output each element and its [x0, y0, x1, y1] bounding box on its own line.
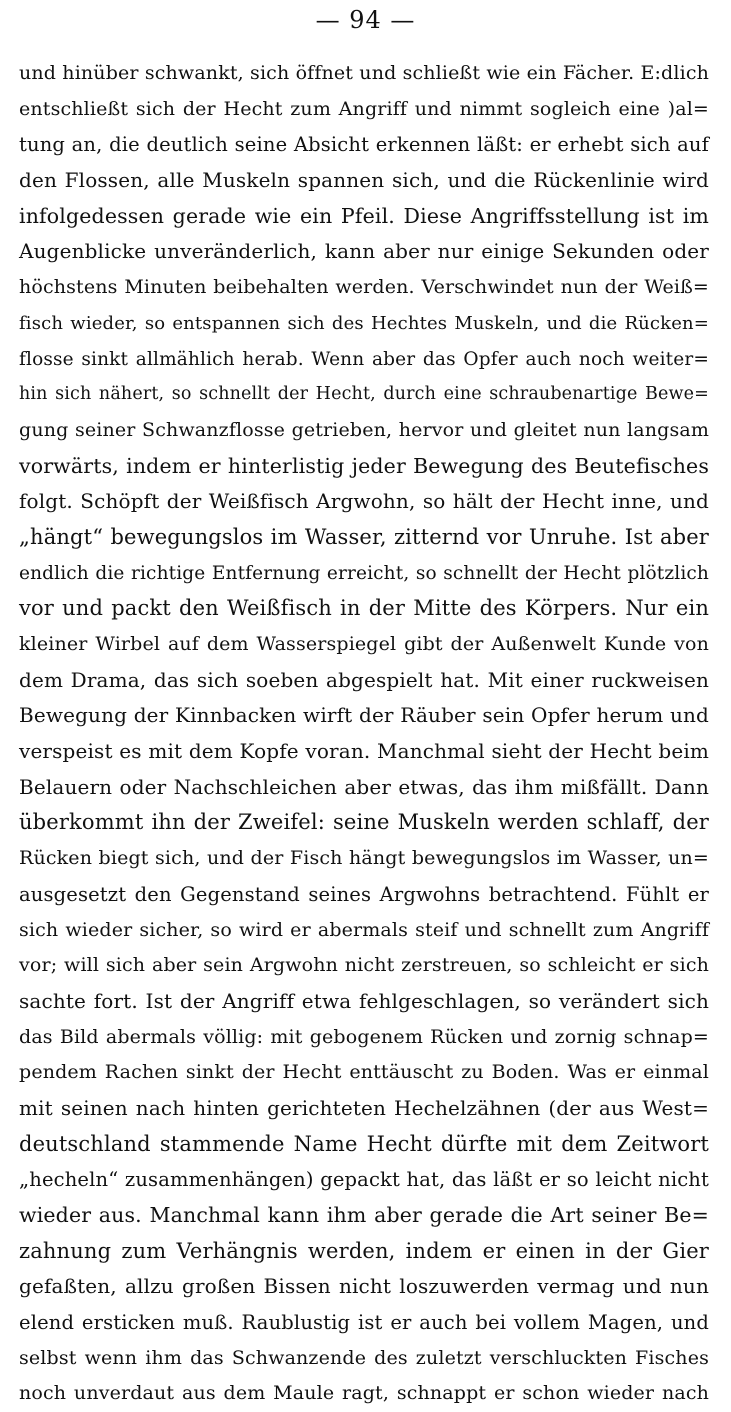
text-line: zahnung zum Verhängnis werden, indem er einen in der Gier: [19, 1238, 709, 1263]
text-line: elend ersticken muß. Raublustig ist er auch bei vollem Magen, und: [19, 1311, 709, 1335]
text-line: vor; will sich aber sein Argwohn nicht zerstreuen, so schleicht er sich: [19, 954, 709, 977]
text-line: höchstens Minuten beibehalten werden. Verschwindet nun der Weiß=: [19, 276, 709, 299]
text-line: vor und packt den Weißfisch in der Mitte des Körpers. Nur ein: [19, 596, 709, 621]
text-line: sachte fort. Ist der Angriff etwa fehlgeschlagen, so verändert sich: [19, 988, 709, 1013]
text-line: verspeist es mit dem Kopfe voran. Manchmal sieht der Hecht beim: [19, 739, 709, 764]
text-line: dem Drama, das sich soeben abgespielt hat. Mit einer ruckweisen: [19, 667, 709, 692]
text-line: selbst wenn ihm das Schwanzende des zuletzt verschluckten Fisches: [19, 1346, 709, 1369]
text-line: den Flossen, alle Muskeln spannen sich, und die Rückenlinie wird: [19, 168, 709, 193]
text-line: vorwärts, indem er hinterlistig jeder Bewegung des Beutefisches: [19, 453, 709, 478]
text-line: Rücken biegt sich, und der Fisch hängt bewegungslos im Wasser, un=: [19, 847, 709, 870]
text-line: folgt. Schöpft der Weißfisch Argwohn, so hält der Hecht inne, und: [19, 489, 709, 514]
text-line: überkommt ihn der Zweifel: seine Muskeln werden schlaff, der: [19, 810, 709, 835]
text-line: „hängt“ bewegungslos im Wasser, zitternd vor Unruhe. Ist aber: [19, 524, 709, 549]
text-line: tung an, die deutlich seine Absicht erkennen läßt: er erhebt sich auf: [19, 133, 709, 157]
text-line: und hinüber schwankt, sich öffnet und schließt wie ein Fächer. E:dlich: [19, 62, 709, 84]
text-line: hin sich nähert, so schnellt der Hecht, durch eine schraubenartige Bewe=: [19, 384, 709, 405]
text-line: fisch wieder, so entspannen sich des Hechtes Muskeln, und die Rücken=: [19, 312, 709, 334]
body-text: [19, 56, 709, 1412]
text-line: infolgedessen gerade wie ein Pfeil. Diese Angriffsstellung ist im: [19, 203, 709, 228]
text-line: Belauern oder Nachschleichen aber etwas, das ihm mißfällt. Dann: [19, 774, 709, 799]
text-line: Augenblicke unveränderlich, kann aber nur einige Sekunden oder: [19, 239, 709, 264]
text-line: ausgesetzt den Gegenstand seines Argwohns betrachtend. Fühlt er: [19, 882, 709, 906]
text-line: gefaßten, allzu großen Bissen nicht loszuwerden vermag und nun: [19, 1274, 709, 1299]
text-line: pendem Rachen sinkt der Hecht enttäuscht zu Boden. Was er einmal: [19, 1061, 709, 1084]
text-line: mit seinen nach hinten gerichteten Hechelzähnen (der aus West=: [19, 1095, 709, 1120]
text-line: noch unverdaut aus dem Maule ragt, schnappt er schon wieder nach: [19, 1382, 709, 1405]
text-line: „hecheln“ zusammenhängen) gepackt hat, das läßt er so leicht nicht: [19, 1168, 709, 1192]
page-number: — 94 —: [315, 6, 416, 34]
text-line: deutschland stammende Name Hecht dürfte mit dem Zeitwort: [19, 1131, 709, 1156]
text-line: wieder aus. Manchmal kann ihm aber gerade die Art seiner Be=: [19, 1203, 709, 1227]
text-line: entschließt sich der Hecht zum Angriff und nimmt sogleich eine )al=: [19, 97, 709, 120]
text-line: gung seiner Schwanzflosse getrieben, hervor und gleitet nun langsam: [19, 418, 709, 441]
text-line: kleiner Wirbel auf dem Wasserspiegel gibt der Außenwelt Kunde von: [19, 633, 709, 655]
text-line: Bewegung der Kinnbacken wirft der Räuber sein Opfer herum und: [19, 703, 709, 728]
text-line: sich wieder sicher, so wird er abermals steif und schnellt zum Angriff: [19, 918, 709, 941]
text-line: flosse sinkt allmählich herab. Wenn aber das Opfer auch noch weiter=: [19, 348, 709, 370]
text-line: das Bild abermals völlig: mit gebogenem Rücken und zornig schnap=: [19, 1025, 709, 1048]
text-line: endlich die richtige Entfernung erreicht, so schnellt der Hecht plötzlich: [19, 562, 709, 584]
